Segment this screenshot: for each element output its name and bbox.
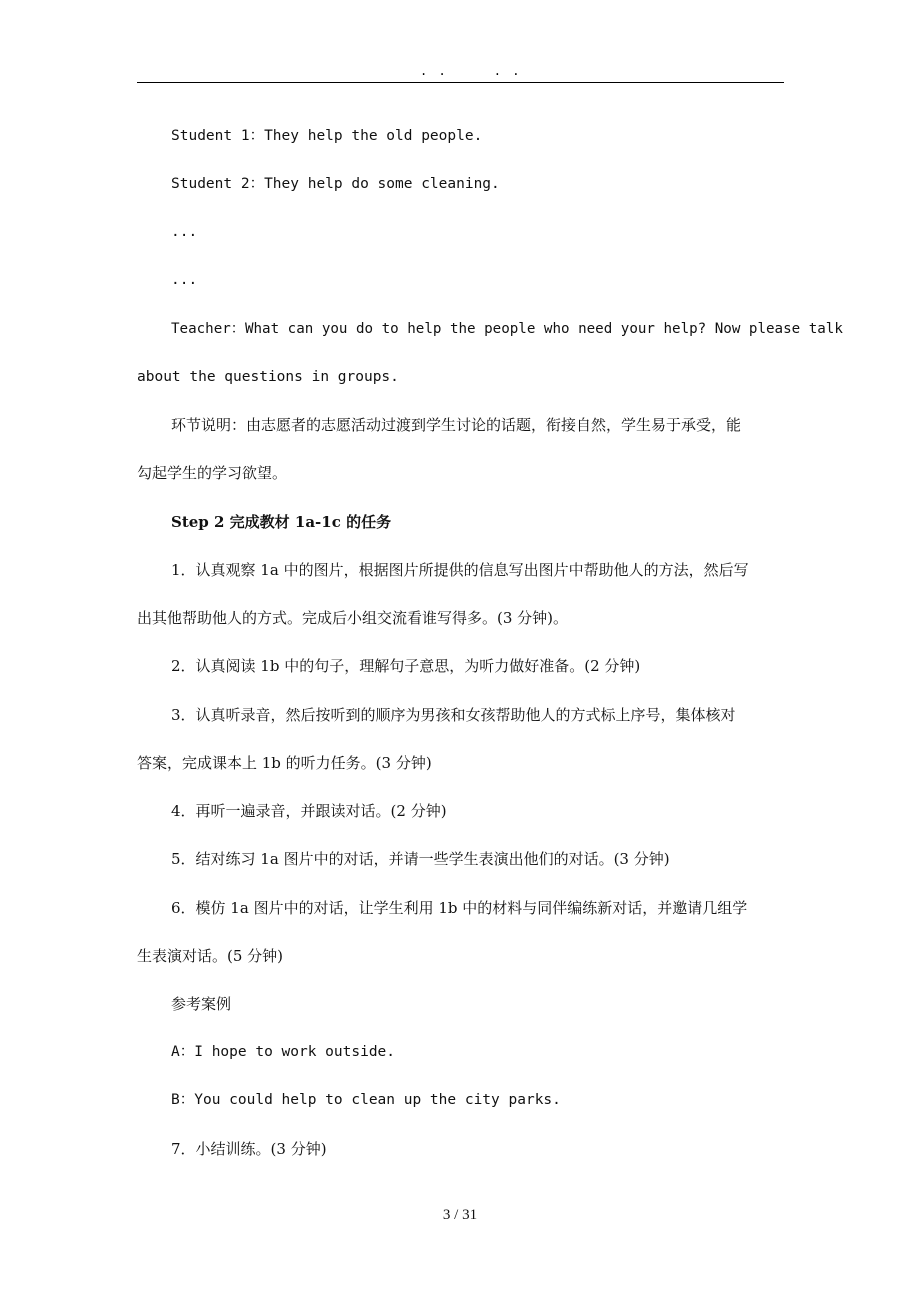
text-line: 4．再听一遍录音，并跟读对话。(2 分钟): [171, 802, 447, 820]
text-line: A：I hope to work outside.: [171, 1044, 396, 1060]
header-divider: [137, 82, 784, 83]
text-line: 7．小结训练。(3 分钟): [171, 1140, 327, 1158]
text-line: B：You could help to clean up the city parks.: [171, 1092, 561, 1108]
text-line: 3．认真听录音，然后按听到的顺序为男孩和女孩帮助他人的方式标上序号，集体核对: [171, 706, 736, 724]
text-line: Student 2：They help do some cleaning.: [171, 176, 500, 192]
text-line: 出其他帮助他人的方式。完成后小组交流看谁写得多。(3 分钟)。: [137, 609, 569, 627]
text-line: 1．认真观察 1a 中的图片，根据图片所提供的信息写出图片中帮助他人的方法，然后写: [171, 561, 749, 579]
text-line: 环节说明：由志愿者的志愿活动过渡到学生讨论的话题，衔接自然，学生易于承受，能: [171, 416, 742, 434]
text-line: 勾起学生的学习欲望。: [137, 464, 288, 482]
text-line: 5．结对练习 1a 图片中的对话，并请一些学生表演出他们的对话。(3 分钟): [171, 850, 670, 868]
text-line: 参考案例: [171, 995, 232, 1013]
text-line: about the questions in groups.: [137, 369, 399, 385]
text-line: 6．模仿 1a 图片中的对话，让学生利用 1b 中的材料与同伴编练新对话，并邀请几组学: [171, 899, 748, 917]
text-line: 生表演对话。(5 分钟): [137, 947, 284, 965]
page-number: 3 / 31: [442, 1207, 478, 1223]
text-line: Student 1：They help the old people.: [171, 128, 483, 144]
text-line: ...: [171, 272, 198, 288]
page-header: . . . .: [420, 64, 522, 78]
section-heading: Step 2 完成教材 1a-1c 的任务: [171, 513, 392, 531]
text-line: 2．认真阅读 1b 中的句子，理解句子意思，为听力做好准备。(2 分钟): [171, 657, 641, 675]
text-line: Teacher：What can you do to help the people who need your help? Now please talk: [171, 321, 843, 337]
text-line: 答案，完成课本上 1b 的听力任务。(3 分钟): [137, 754, 432, 772]
text-line: ...: [171, 224, 198, 240]
